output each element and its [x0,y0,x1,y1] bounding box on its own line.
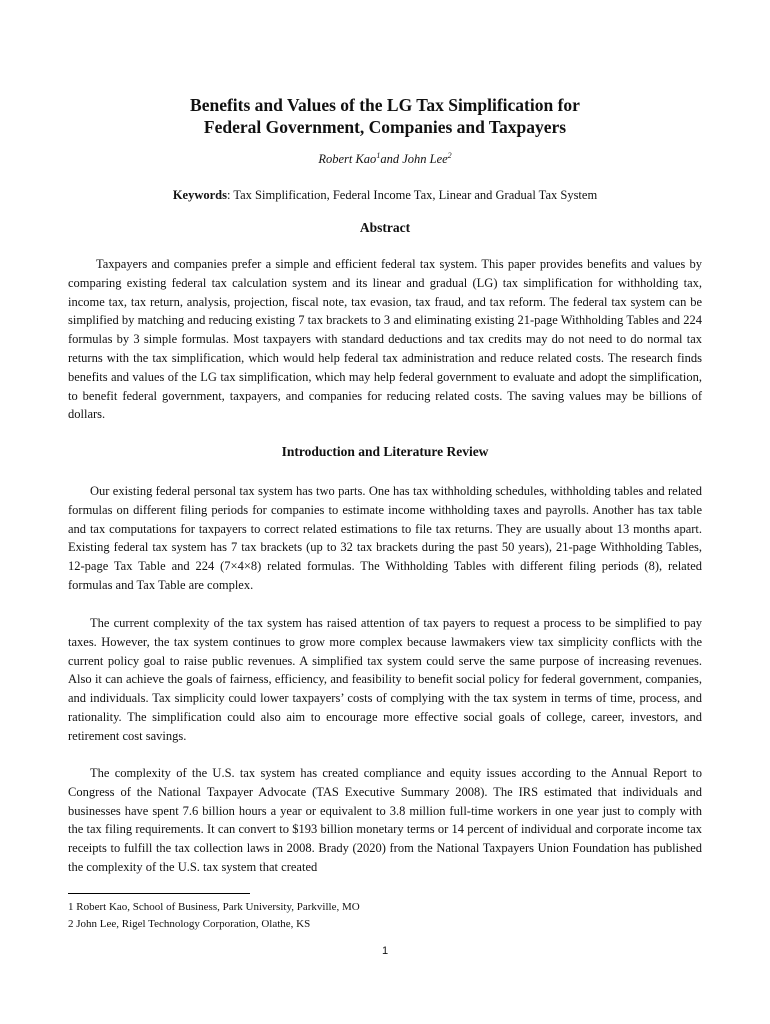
author-1: Robert Kao [318,152,377,167]
keywords-text: : Tax Simplification, Federal Income Tax, Linear and Gradual Tax System [226,188,598,202]
author-2-footnote-mark: 2 [447,151,452,160]
title-line-1: Benefits and Values of the LG Tax Simplification for [190,95,580,115]
intro-heading: Introduction and Literature Review [281,444,489,459]
author-line [60,151,710,167]
paper-title [60,94,710,138]
footnote-1: 1 Robert Kao, School of Business, Park University, Parkville, MO [68,901,360,913]
keywords-label: Keywords [172,188,227,202]
abstract-paragraph: Taxpayers and companies prefer a simple and efficient federal tax system. This paper provides benefits and values by comparing existing federal tax calculation system and its linear and gradual (LG) tax simplification for withholding tax, income tax, tax return, analysis, projection, fiscal note, tax evasion, tax fraud, and tax reform. The federal tax system can be simplified by matching and reducing existing 7 tax brackets to 3 and eliminating existing 21-page Withholding Tables and 224 formulas by 3 simple formulas. Most taxpayers with standard deductions and tax credits may do not need to do normal tax returns with the tax simplification, which would help federal tax administration and reduce related costs. The research finds benefits and values of the LG tax simplification, which may help federal government to evaluate and adopt the simplification, to benefit federal government, taxpayers, and companies for reducing related costs. The saving values may be billions of dollars. [68,257,702,422]
keywords-line [60,188,710,203]
intro-paragraph-3: The complexity of the U.S. tax system has created compliance and equity issues according to the Annual Report to Congress of the National Taxpayer Advocate (TAS Executive Summary 2008). The IRS estimated that individuals and businesses have spent 7.6 billion hours a year or equivalent to 3.8 million full-time workers in one year just to comply with the tax filing requirements. It can convert to $193 billion monetary terms or 14 percent of individual and corporate income tax receipts to fulfill the tax collection laws in 2008. Brady (2020) from the National Taxpayers Union Foundation has published the complexity of the U.S. tax system that created [68,766,702,874]
title-line-2: Federal Government, Companies and Taxpayers [203,117,567,137]
author-1-footnote-mark: 1 [376,151,381,160]
abstract-heading: Abstract [359,220,411,235]
footnote-divider [68,893,250,894]
page-number: 1 [381,945,389,957]
author-2: and John Lee [380,152,448,167]
footnote-2: 2 John Lee, Rigel Technology Corporation, Olathe, KS [68,918,311,930]
intro-paragraph-2: The current complexity of the tax system has raised attention of tax payers to request a process to be simplified to pay taxes. However, the tax system continues to grow more complex because lawmakers view tax simplicity conflicts with the current policy goal to raise public revenues. A simplified tax system could serve the same purpose of increasing revenues. Also it can achieve the goals of fairness, efficiency, and feasibility to benefit social policy for federal government, companies, and individuals. Tax simplicity could lower taxpayers’ costs of complying with the tax system in terms of time, process, and rationality. The simplification could also aim to encourage more effective social goals of college, career, investors, and retirement cost savings. [68,616,702,743]
intro-paragraph-1: Our existing federal personal tax system has two parts. One has tax withholding schedules, withholding tables and related formulas on different filing periods for companies to estimate income withholding taxes and payrolls. Another has tax table and tax computations for taxpayers to correct related estimations to file tax returns. They are usually about 13 months apart. Existing federal tax system has 7 tax brackets (up to 32 tax brackets during the past 50 years), 21-page Withholding Tables, 12-page Tax Table and 224 (7×4×8) related formulas. The Withholding Tables with different filing periods (8), related formulas and Tax Table are complex. [68,484,702,592]
